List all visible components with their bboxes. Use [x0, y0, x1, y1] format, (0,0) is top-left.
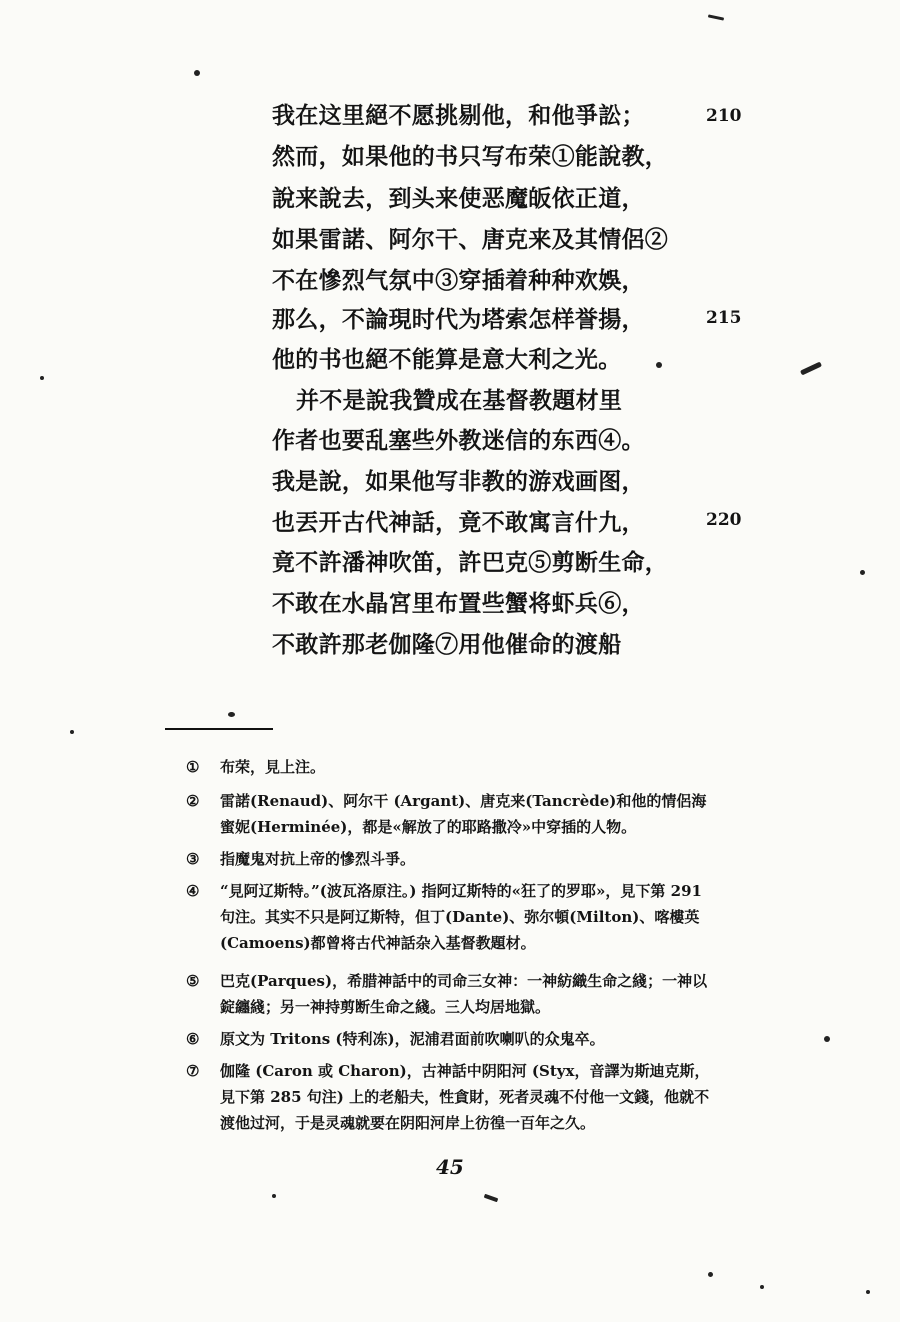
scan-speck	[70, 730, 74, 734]
footnote-text: 錠纏綫；另一神持剪断生命之綫。三人均居地獄。	[220, 998, 551, 1016]
verse-line: 不在慘烈气氛中③穿插着种种欢娛，	[272, 267, 645, 294]
footnote-mark: ④	[186, 882, 200, 900]
footnote-mark: ⑦	[186, 1062, 200, 1080]
scan-speck	[866, 1290, 870, 1294]
footnote-text: 原文为 Tritons (特利冻)，泥浦君面前吹喇叭的众鬼卒。	[220, 1030, 605, 1048]
verse-line: 那么，不論現时代为塔索怎样誉揚，	[272, 306, 645, 333]
footnote	[186, 1060, 786, 1132]
scan-speck	[760, 1285, 764, 1289]
verse-line: 如果雷諾、阿尔干、唐克来及其情侶②	[272, 226, 669, 253]
footnote	[186, 756, 786, 778]
footnote	[186, 1028, 786, 1050]
line-number: 210	[706, 106, 742, 126]
footnote-text: 雷諾(Renaud)、阿尔干 (Argant)、唐克来(Tancrède)和他的情侶海	[220, 792, 707, 810]
footnote-text: 巴克(Parques)，希腊神話中的司命三女神：一神紡織生命之綫；一神以	[220, 972, 708, 990]
footnote-text: 布荣，見上注。	[220, 758, 326, 776]
footnote-mark: ②	[186, 792, 200, 810]
scan-speck	[228, 712, 235, 717]
verse-line: 然而，如果他的书只写布荣①能說教，	[272, 143, 669, 170]
footnote-text: 見下第 285 句注) 上的老船夫，性貪財，死者灵魂不付他一文錢，他就不	[220, 1088, 710, 1106]
footnote-mark: ⑥	[186, 1030, 200, 1048]
scan-speck	[860, 570, 865, 575]
verse-line: 我在这里絕不愿挑剔他，和他爭訟；	[272, 102, 645, 129]
scan-speck	[194, 70, 200, 76]
footnote	[186, 848, 786, 870]
scan-speck	[708, 1272, 713, 1277]
verse-line: 竟不許潘神吹笛，許巴克⑤剪断生命，	[272, 549, 669, 576]
footnote-rule	[165, 728, 273, 730]
footnote-text: (Camoens)都曾将古代神話杂入基督教題材。	[220, 934, 536, 952]
verse-line: 并不是說我贊成在基督教題材里	[296, 387, 623, 414]
footnote	[186, 790, 786, 836]
footnote	[186, 970, 786, 1016]
scan-speck	[656, 362, 662, 368]
scan-speck	[40, 376, 44, 380]
verse-line: 作者也要乱塞些外教迷信的东西④。	[272, 427, 645, 454]
scan-speck	[800, 362, 822, 376]
footnote	[186, 880, 786, 952]
footnote-text: 指魔鬼对抗上帝的慘烈斗爭。	[220, 850, 416, 868]
footnote-text: 句注。其实不只是阿辽斯特，但丁(Dante)、弥尔頓(Milton)、喀樓英	[220, 908, 700, 926]
scan-speck	[484, 1194, 499, 1203]
footnote-text: 伽隆 (Caron 或 Charon)，古神話中阴阳河 (Styx，音譯为斯迪克斯，	[220, 1062, 710, 1080]
footnote-text: 蜜妮(Herminée)，都是«解放了的耶路撒冷»中穿插的人物。	[220, 818, 637, 836]
footnote-mark: ⑤	[186, 972, 200, 990]
scan-speck	[272, 1194, 276, 1198]
verse-line: 他的书也絕不能算是意大利之光。	[272, 346, 622, 373]
verse-line: 說来說去，到头来使恶魔皈依正道，	[272, 185, 645, 212]
verse-line: 我是說，如果他写非教的游戏画图，	[272, 468, 645, 495]
verse-line: 也丟开古代神話，竟不敢寓言什九，	[272, 509, 645, 536]
footnote-text: 渡他过河，于是灵魂就要在阴阳河岸上彷徨一百年之久。	[220, 1114, 596, 1132]
line-number: 215	[706, 308, 742, 328]
scan-speck	[708, 14, 724, 20]
footnote-text: “見阿辽斯特。”(波瓦洛原注。) 指阿辽斯特的«狂了的罗耶»，見下第 291	[220, 882, 702, 900]
verse-line: 不敢許那老伽隆⑦用他催命的渡船	[272, 631, 622, 658]
scan-speck	[824, 1036, 830, 1042]
footnote-mark: ③	[186, 850, 200, 868]
verse-line: 不敢在水晶宮里布置些蟹将虾兵⑥，	[272, 590, 645, 617]
page-number: 45	[436, 1155, 464, 1179]
footnote-mark: ①	[186, 758, 200, 776]
line-number: 220	[706, 510, 742, 530]
